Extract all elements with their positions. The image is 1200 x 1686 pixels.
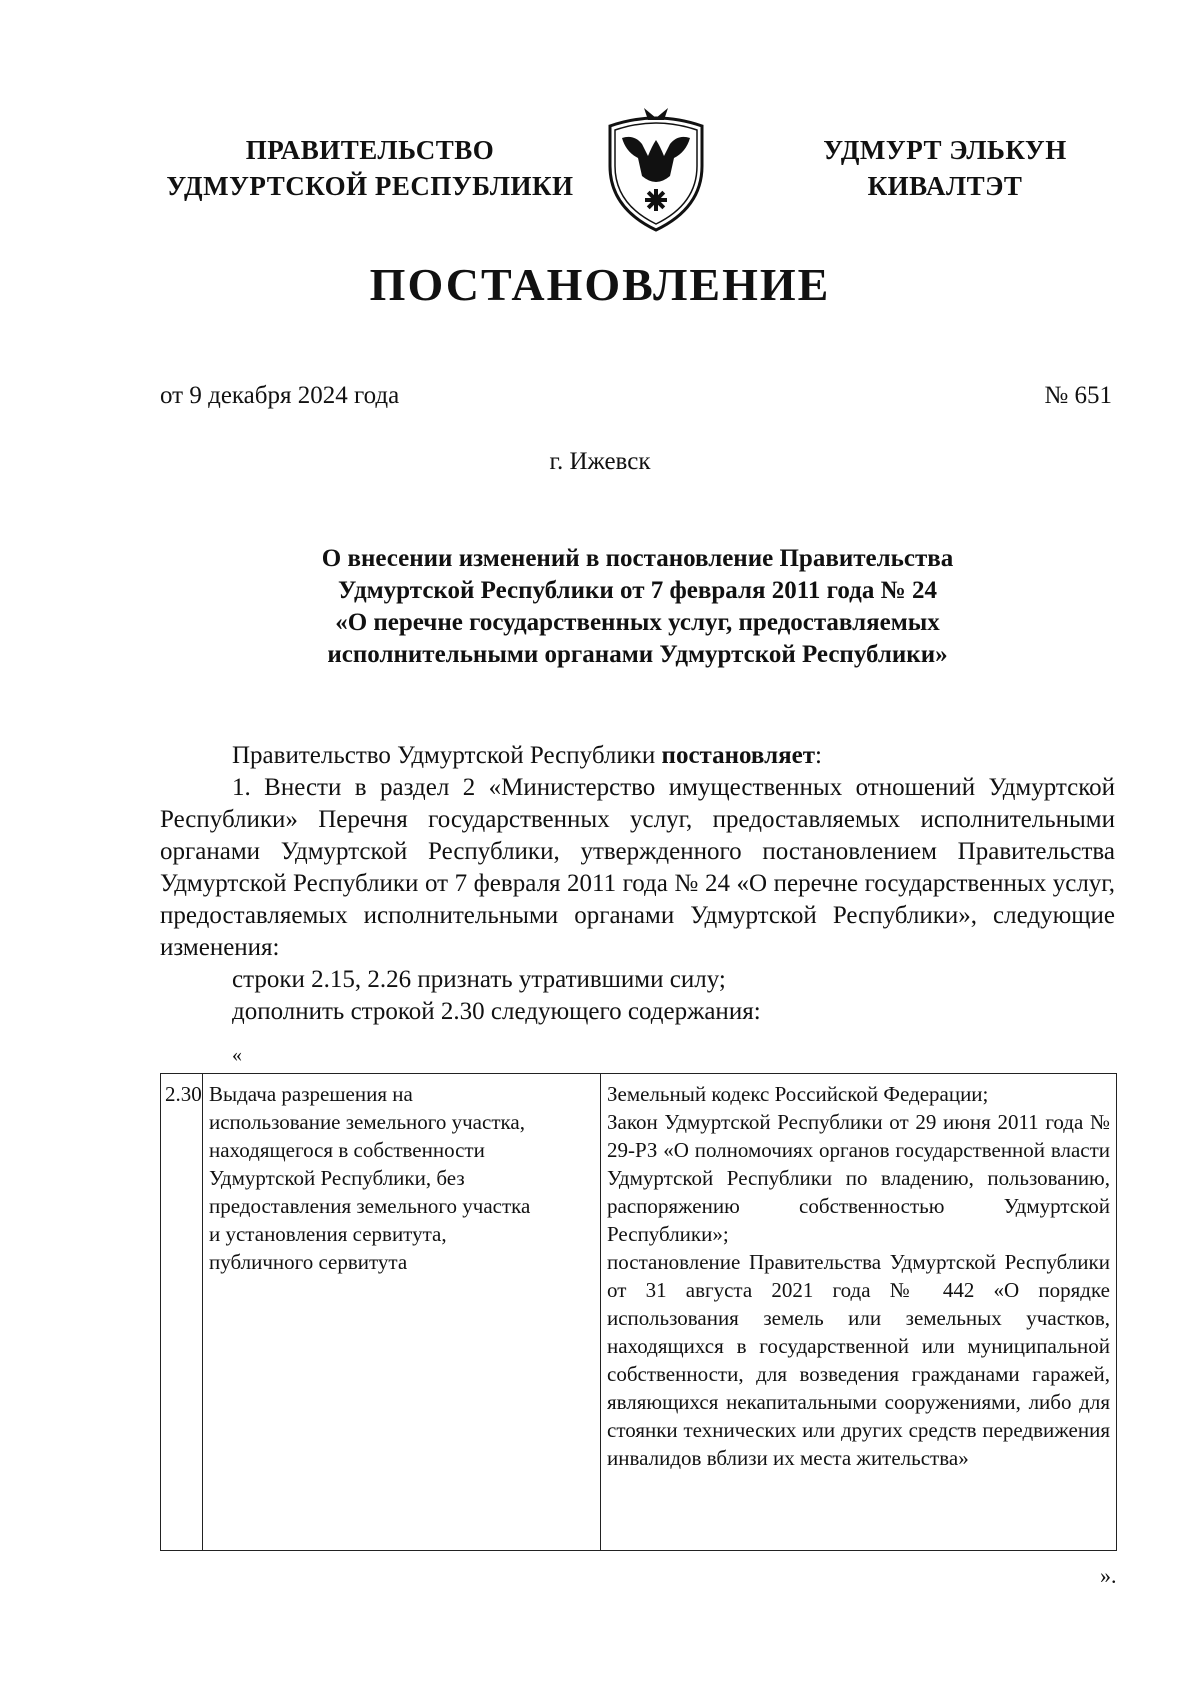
document-subject [160,543,1115,671]
document-date: от 9 декабря 2024 года [160,382,400,409]
service-line: Удмуртской Республики, без [209,1166,465,1190]
header-right-line1: УДМУРТ ЭЛЬКУН [823,135,1067,165]
legal-basis-paragraph: Земельный кодекс Российской Федерации; [607,1082,989,1106]
legal-basis-paragraph: постановление Правительства Удмуртской Республики от 31 августа 2021 года № 442 «О порядке использования земель или земельных участков, находящихся в государственной или муниципальной собственности, для возведения гражданами гаражей, являющихся некапитальными сооружениями, либо для стоянки технических или других средств передвижения инвалидов вблизи их места жительства» [607,1250,1110,1470]
quote-close-mark: ». [1100,1563,1117,1588]
intro-text: Правительство Удмуртской Республики [232,742,662,769]
service-line: находящегося в собственности [209,1138,485,1162]
intro-paragraph [160,740,1115,772]
intro-keyword: постановляет [661,742,816,769]
header-left-line2: УДМУРТСКОЙ РЕСПУБЛИКИ [166,171,574,201]
service-name-cell [203,1074,601,1551]
legal-basis-paragraph: Закон Удмуртской Республики от 29 июня 2011 года № 29-РЗ «О полномочиях органов государственной власти Удмуртской Республики по владению, пользованию, распоряжению собственностью Удмуртской Республики»; [607,1110,1110,1246]
service-line: публичного сервитута [209,1250,408,1274]
inserted-row-table [160,1073,1117,1551]
row-number-cell: 2.30 [161,1074,203,1551]
service-line: предоставления земельного участка [209,1194,531,1218]
document-city: г. Ижевск [549,448,651,475]
header-right [780,132,1110,204]
table-row [161,1074,1117,1551]
service-line: Выдача разрешения на [209,1082,413,1106]
change-line-a: строки 2.15, 2.26 признать утратившими силу; [232,966,726,993]
item-1-paragraph: 1. Внести в раздел 2 «Министерство имущественных отношений Удмуртской Республики» Перечня государственных услуг, предоставляемых исполнительными органами Удмуртской Республики, утвержденного постановлением Правительства Удмуртской Республики от 7 февраля 2011 года № 24 «О перечне государственных услуг, предоставляемых исполнительными органами Удмуртской Республики», следующие изменения: [160,774,1115,961]
document-body [160,740,1115,1028]
intro-colon: : [815,742,822,769]
service-line: использование земельного участка, [209,1110,525,1134]
legal-basis-cell [601,1074,1117,1551]
subject-line: «О перечне государственных услуг, предоставляемых [335,609,940,636]
service-line: и установления сервитута, [209,1222,447,1246]
quote-open-mark: « [232,1044,242,1066]
subject-line: Удмуртской Республики от 7 февраля 2011 года № 24 [338,577,937,604]
change-line-b: дополнить строкой 2.30 следующего содержания: [232,998,761,1025]
document-title: ПОСТАНОВЛЕНИЕ [369,259,831,310]
header-right-line2: КИВАЛТЭТ [867,171,1023,201]
subject-line: О внесении изменений в постановление Правительства [321,545,954,572]
header-left [150,132,590,204]
document-number: № 651 [1044,382,1112,409]
udmurtia-coat-of-arms-icon [600,104,712,236]
header-left-line1: ПРАВИТЕЛЬСТВО [245,135,495,165]
subject-line: исполнительными органами Удмуртской Республики» [327,641,948,668]
